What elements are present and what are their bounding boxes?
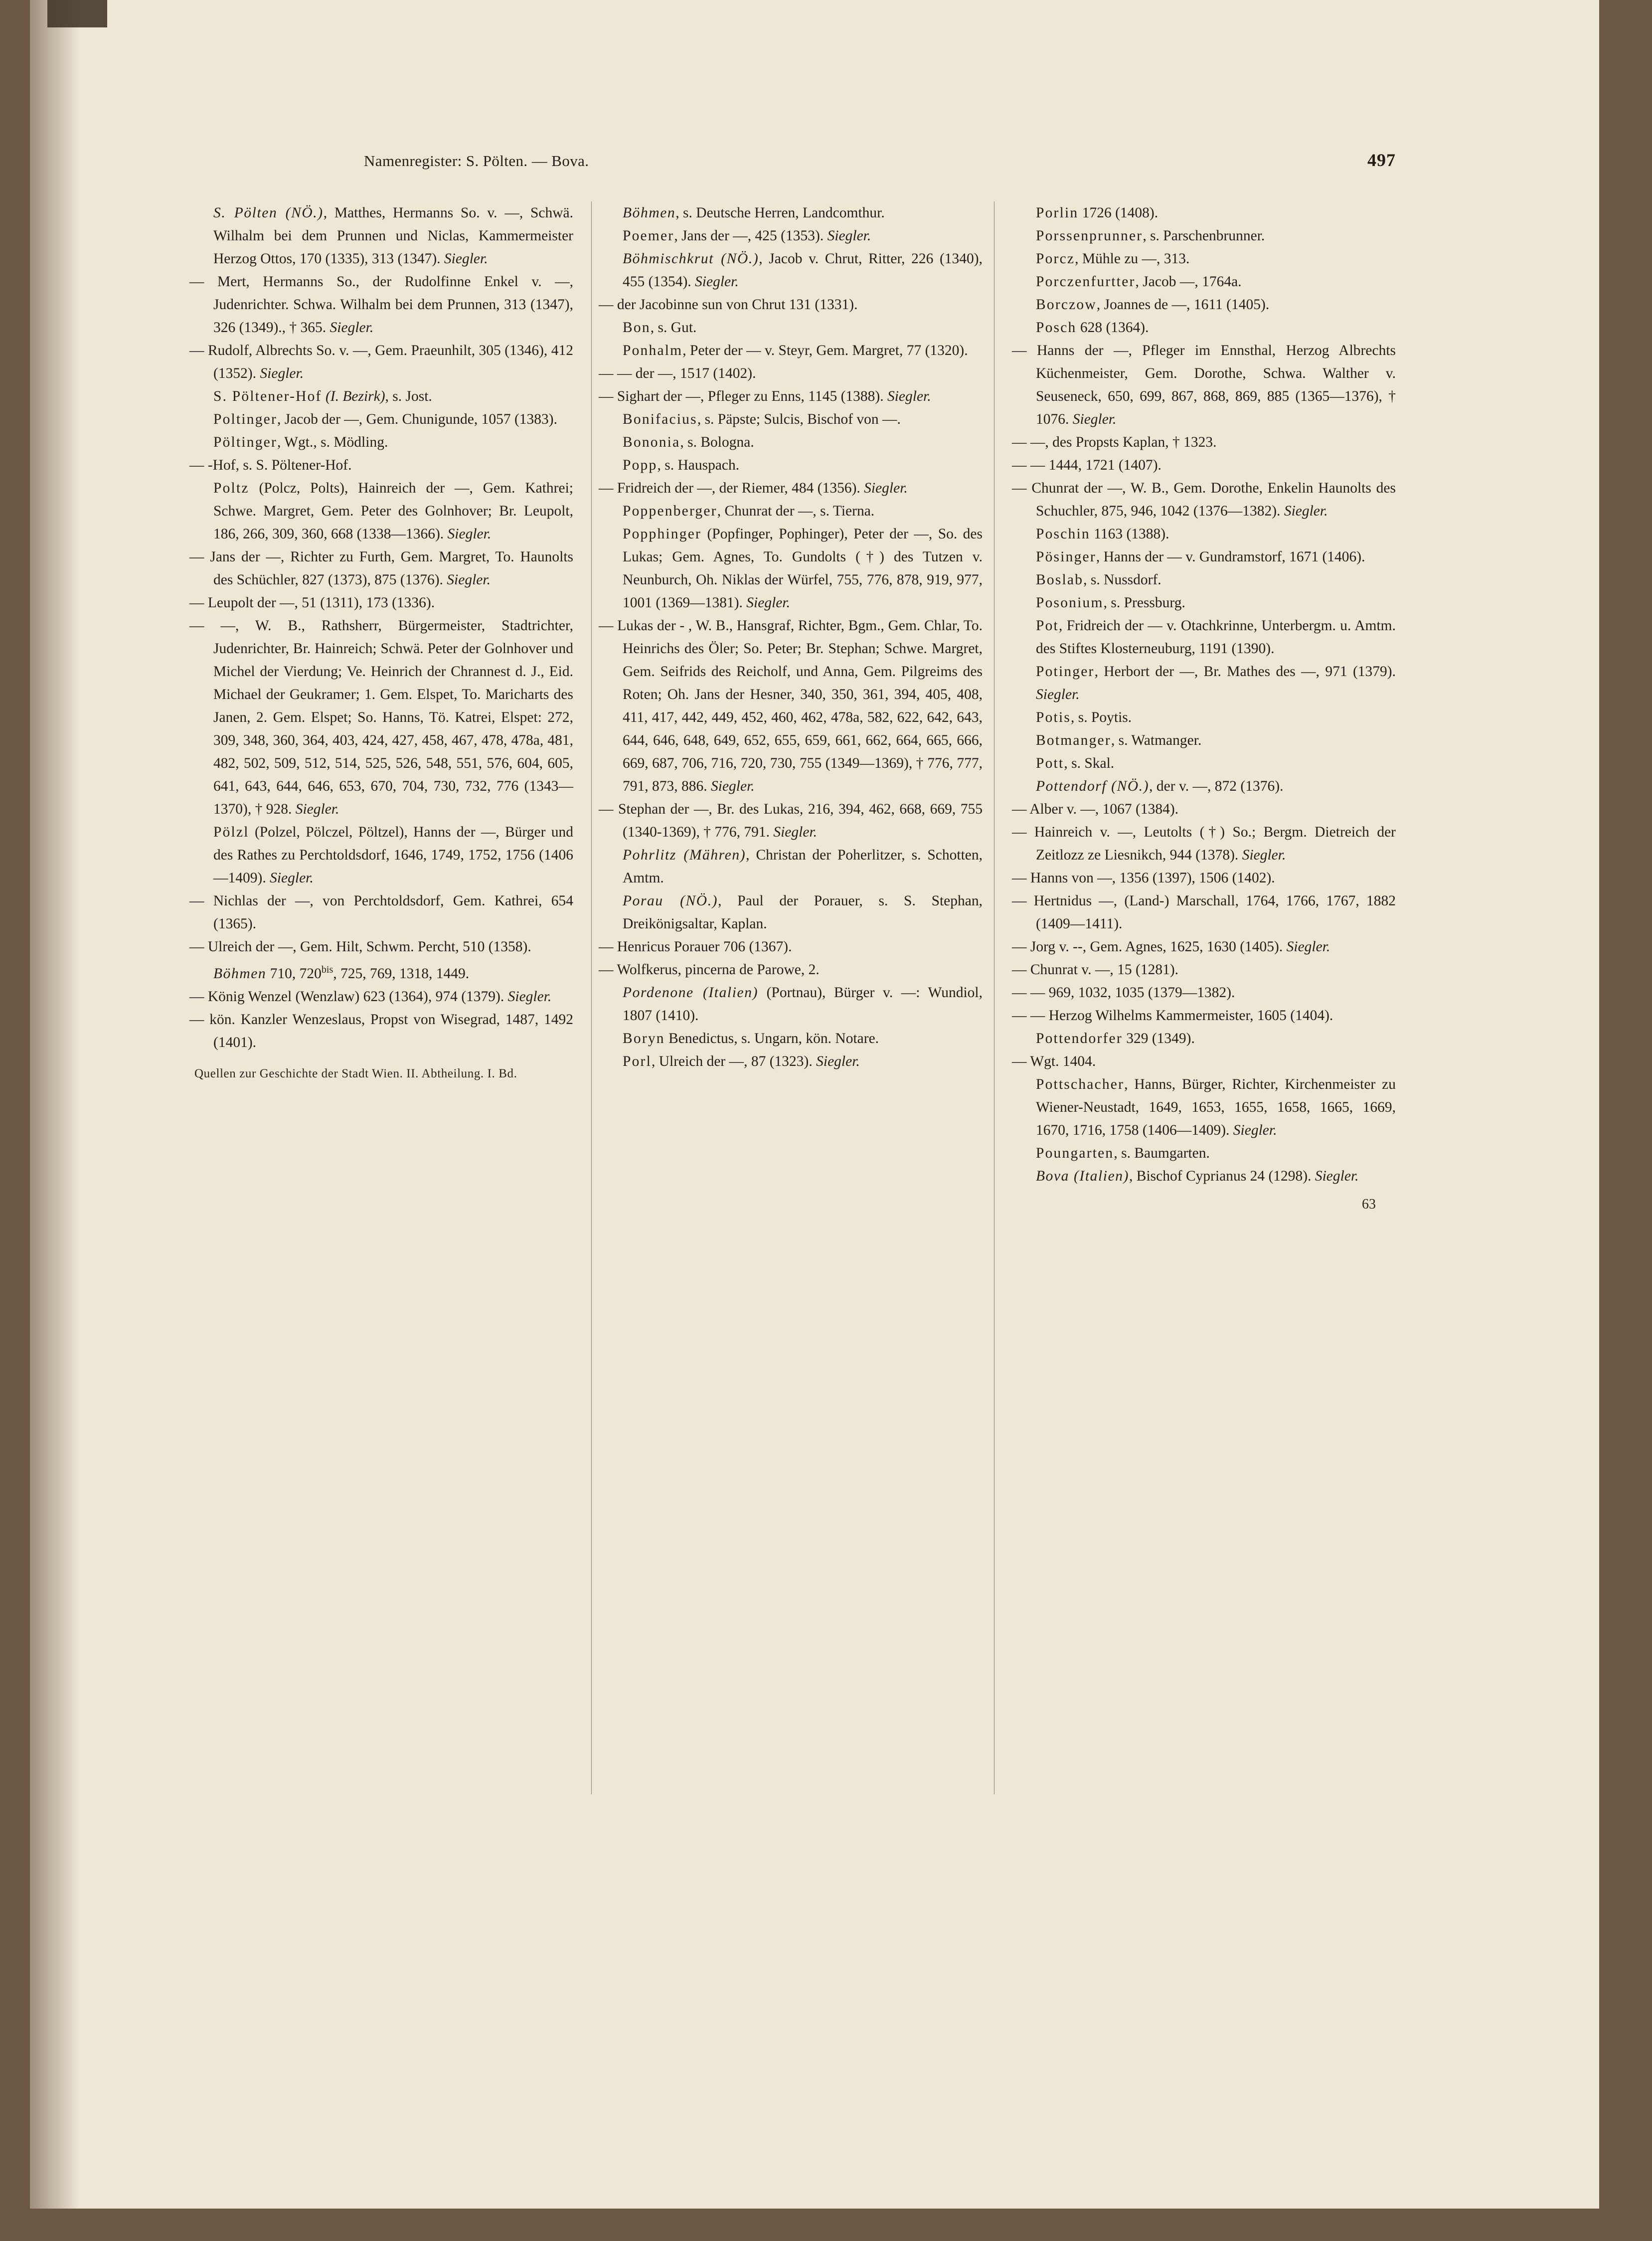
index-entry: — Jorg v. --, Gem. Agnes, 1625, 1630 (1405). Siegler. xyxy=(1012,939,1330,955)
index-entry: — Sighart der —, Pfleger zu Enns, 1145 (1388). Siegler. xyxy=(599,388,931,404)
index-entry: Porlin 1726 (1408). xyxy=(1036,205,1158,221)
index-entry: Boslab, s. Nussdorf. xyxy=(1036,572,1161,588)
index-entry: Poschin 1163 (1388). xyxy=(1036,526,1169,542)
index-entry: — -Hof, s. S. Pöltener-Hof. xyxy=(189,457,352,473)
page-content xyxy=(189,150,1396,1212)
index-entry: Porcz, Mühle zu —, 313. xyxy=(1036,251,1190,267)
index-entry: Porssenprunner, s. Parschenbrunner. xyxy=(1036,228,1265,244)
index-entry: Porczenfurtter, Jacob —, 1764a. xyxy=(1036,274,1242,290)
index-entry: — Wgt. 1404. xyxy=(1012,1053,1096,1069)
index-entry: — — der —, 1517 (1402). xyxy=(599,365,756,381)
index-entry: — — 1444, 1721 (1407). xyxy=(1012,457,1161,473)
index-entry: Poemer, Jans der —, 425 (1353). Siegler. xyxy=(623,228,871,244)
page-signature: 63 xyxy=(1362,1197,1376,1212)
index-entry: Popphinger (Popfinger, Pophinger), Peter der —, So. des Lukas; Gem. Agnes, To. Gundolts (†) des Tutzen v. Neunburch, Oh. Niklas der Würfel, 755, 776, 878, 919, 977, 1001 (1369—1381). Siegler. xyxy=(623,526,983,611)
index-entry: Boryn Benedictus, s. Ungarn, kön. Notare. xyxy=(623,1031,879,1046)
index-entry: Bon, s. Gut. xyxy=(623,320,697,336)
column-left xyxy=(189,201,573,1081)
index-entry: — König Wenzel (Wenzlaw) 623 (1364), 974 (1379). Siegler. xyxy=(189,988,552,1005)
index-entry: Poltinger, Jacob der —, Gem. Chunigunde, 1057 (1383). xyxy=(213,411,558,427)
index-entry: Böhmischkrut (NÖ.), Jacob v. Chrut, Ritter, 226 (1340), 455 (1354). Siegler. xyxy=(623,251,983,290)
index-entry: — — 969, 1032, 1035 (1379—1382). xyxy=(1012,985,1235,1001)
index-entry: Posch 628 (1364). xyxy=(1036,320,1149,336)
index-entry: — —, des Propsts Kaplan, † 1323. xyxy=(1012,434,1217,450)
index-entry: Botmanger, s. Watmanger. xyxy=(1036,732,1202,748)
index-entry: Böhmen, s. Deutsche Herren, Landcomthur. xyxy=(623,205,885,221)
index-entry: Bononia, s. Bologna. xyxy=(623,434,754,450)
index-entry: — Leupolt der —, 51 (1311), 173 (1336). xyxy=(189,595,435,611)
index-entry: — Lukas der - , W. B., Hansgraf, Richter, Bgm., Gem. Chlar, To. Heinrichs des Öler; So. Peter; Br. Stephan; Schwe. Margret, Gem. Seifrids des Reicholf, und Anna, Gem. Pilgreims des Roten; Oh. Jans der Hesner, 340, 350, 361, 394, 405, 408, 411, 417, 442, 449, 452, 460, 462, 478a, 582, 622, 642, 643, 644, 646, 648, 649, 652, 655, 659, 661, 662, 664, 665, 666, 669, 687, 706, 716, 720, 730, 755 (1349—1369), † 776, 777, 791, 873, 886. Siegler. xyxy=(599,618,983,794)
index-entry: Potinger, Herbort der —, Br. Mathes des —, 971 (1379). Siegler. xyxy=(1036,664,1396,702)
index-entry: — Chunrat der —, W. B., Gem. Dorothe, Enkelin Haunolts des Schuchler, 875, 946, 1042 (1376—1382). Siegler. xyxy=(1012,480,1396,519)
index-entry: Posonium, s. Pressburg. xyxy=(1036,595,1185,611)
index-entry: Poltz (Polcz, Polts), Hainreich der —, Gem. Kathrei; Schwe. Margret, Gem. Peter des Golnhover; Br. Leupolt, 186, 266, 309, 360, 668 (1338—1366). Siegler. xyxy=(213,480,573,542)
index-entry: Poppenberger, Chunrat der —, s. Tierna. xyxy=(623,503,875,519)
index-entry: Pordenone (Italien) (Portnau), Bürger v. —: Wundiol, 1807 (1410). xyxy=(623,985,983,1024)
index-entry: — Stephan der —, Br. des Lukas, 216, 394, 462, 668, 669, 755 (1340-1369), † 776, 791. Siegler. xyxy=(599,801,983,840)
index-entry: Poungarten, s. Baumgarten. xyxy=(1036,1145,1210,1161)
index-entry: S. Pölten (NÖ.), Matthes, Hermanns So. v. —, Schwä. Wilhalm bei dem Prunnen und Niclas, Kammermeister Herzog Ottos, 170 (1335), 313 (1347). Siegler. xyxy=(213,205,573,267)
index-entry: Borczow, Joannes de —, 1611 (1405). xyxy=(1036,297,1270,313)
running-head-title: Namenregister: S. Pölten. — Bova. xyxy=(364,152,589,170)
index-entry: — Hanns der —, Pfleger im Ennsthal, Herzog Albrechts Küchenmeister, Gem. Dorothe, Schwa. Walther v. Seuseneck, 650, 699, 867, 868, 869, 885 (1365—1376), † 1076. Siegler. xyxy=(1012,343,1396,427)
index-entry: Porl, Ulreich der —, 87 (1323). Siegler. xyxy=(623,1053,860,1069)
column-right xyxy=(995,201,1396,1212)
index-entry: Pot, Fridreich der — v. Otachkrinne, Unterbergm. u. Amtm. des Stiftes Klosterneuburg, 1191 (1390). xyxy=(1036,618,1396,657)
index-entry: Pott, s. Skal. xyxy=(1036,755,1115,771)
index-entry: Porau (NÖ.), Paul der Porauer, s. S. Stephan, Dreikönigsaltar, Kaplan. xyxy=(623,893,983,932)
index-entry: — Chunrat v. —, 15 (1281). xyxy=(1012,962,1179,978)
index-entry: Pottschacher, Hanns, Bürger, Richter, Kirchenmeister zu Wiener-Neustadt, 1649, 1653, 1655, 1658, 1665, 1669, 1670, 1716, 1758 (1406—1409). Siegler. xyxy=(1036,1076,1396,1138)
index-entry: Ponhalm, Peter der — v. Steyr, Gem. Margret, 77 (1320). xyxy=(623,343,968,358)
index-entry: — Alber v. —, 1067 (1384). xyxy=(1012,801,1179,817)
page-number: 497 xyxy=(1367,150,1396,170)
index-entry: Potis, s. Poytis. xyxy=(1036,709,1132,725)
index-entry: — Hanns von —, 1356 (1397), 1506 (1402). xyxy=(1012,870,1275,886)
index-entry: — Nichlas der —, von Perchtoldsdorf, Gem. Kathrei, 654 (1365). xyxy=(189,893,573,932)
index-entry: Bonifacius, s. Päpste; Sulcis, Bischof von —. xyxy=(623,411,901,427)
index-entry: S. Pöltener-Hof (I. Bezirk), s. Jost. xyxy=(213,388,432,404)
index-entry: Pöltinger, Wgt., s. Mödling. xyxy=(213,434,388,450)
page-corner-mark xyxy=(47,0,107,27)
running-head xyxy=(189,150,1396,171)
index-entry: — Hertnidus —, (Land-) Marschall, 1764, 1766, 1767, 1882 (1409—1411). xyxy=(1012,893,1396,932)
index-entry: Pösinger, Hanns der — v. Gundramstorf, 1671 (1406). xyxy=(1036,549,1365,565)
index-entry: — — Herzog Wilhelms Kammermeister, 1605 (1404). xyxy=(1012,1008,1333,1024)
index-entry: Pottendorfer 329 (1349). xyxy=(1036,1031,1195,1046)
index-entry: — Fridreich der —, der Riemer, 484 (1356). Siegler. xyxy=(599,480,908,496)
index-entry: Bova (Italien), Bischof Cyprianus 24 (1298). Siegler. xyxy=(1036,1168,1359,1184)
footer-series-note: Quellen zur Geschichte der Stadt Wien. II. Abtheilung. I. Bd. xyxy=(194,1066,517,1080)
index-entry: — Rudolf, Albrechts So. v. —, Gem. Praeunhilt, 305 (1346), 412 (1352). Siegler. xyxy=(189,343,573,381)
index-entry: — Henricus Porauer 706 (1367). xyxy=(599,939,792,955)
index-entry: Popp, s. Hauspach. xyxy=(623,457,740,473)
column-middle xyxy=(586,201,983,1073)
index-entry: — Ulreich der —, Gem. Hilt, Schwm. Percht, 510 (1358). xyxy=(189,939,531,955)
index-entry: Pottendorf (NÖ.), der v. —, 872 (1376). xyxy=(1036,778,1284,794)
three-column-index xyxy=(189,201,1396,1212)
index-entry: — —, W. B., Rathsherr, Bürgermeister, Stadtrichter, Judenrichter, Br. Hainreich; Schwä. Peter der Golnhover und Michel der Vierdung; Ve. Heinrich der Chrannest d. J., Eid. Michael der Geukramer; 1. Gem. Elspet, To. Maricharts des Janen, 2. Gem. Elspet; So. Hanns, Tö. Katrei, Elspet: 272, 309, 348, 360, 364, 403, 424, 427, 458, 467, 478, 478a, 481, 482, 502, 509, 512, 514, 525, 526, 548, 551, 576, 604, 605, 641, 643, 644, 646, 653, 670, 704, 730, 732, 776 (1343—1370), † 928. Siegler. xyxy=(189,618,573,817)
page-bottom-edge xyxy=(0,2209,1652,2241)
index-entry: Pölzl (Polzel, Pölczel, Pöltzel), Hanns der —, Bürger und des Rathes zu Perchtoldsdorf, 1646, 1749, 1752, 1756 (1406—1409). Siegler. xyxy=(213,824,573,886)
index-entry: — Wolfkerus, pincerna de Parowe, 2. xyxy=(599,962,820,978)
index-entry: — der Jacobinne sun von Chrut 131 (1331). xyxy=(599,297,858,313)
index-entry: — Mert, Hermanns So., der Rudolfinne Enkel v. —, Judenrichter. Schwa. Wilhalm bei dem Prunnen, 313 (1347), 326 (1349)., † 365. Siegler. xyxy=(189,274,573,336)
index-entry: Böhmen 710, $720^{bis}$, 725, 769, 1318, 1449. xyxy=(213,964,470,982)
page-right-edge xyxy=(1599,0,1652,2241)
index-entry: — Hainreich v. —, Leutolts (†) So.; Bergm. Dietreich der Zeitlozz ze Liesnikch, 944 (1378). Siegler. xyxy=(1012,824,1396,863)
index-entry: Pohrlitz (Mähren), Christan der Poherlitzer, s. Schotten, Amtm. xyxy=(623,847,983,886)
index-entry: — kön. Kanzler Wenzeslaus, Propst von Wisegrad, 1487, 1492 (1401). xyxy=(189,1011,573,1050)
index-entry: — Jans der —, Richter zu Furth, Gem. Margret, To. Haunolts des Schüchler, 827 (1373), 875 (1376). Siegler. xyxy=(189,549,573,588)
